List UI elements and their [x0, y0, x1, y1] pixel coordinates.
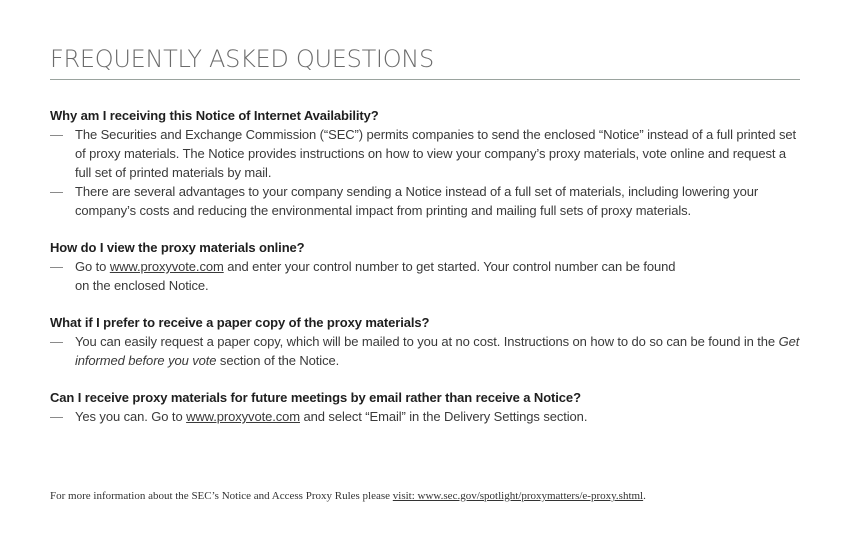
- faq-answer: [50, 182, 800, 220]
- dash-bullet: —: [50, 259, 63, 274]
- section-reference: Get informed before you vote: [75, 334, 800, 368]
- faq-item-view-online: [50, 238, 800, 295]
- faq-answer-text-start: Yes you can. Go to: [75, 409, 187, 424]
- faq-question: What if I prefer to receive a paper copy of the proxy materials?: [50, 315, 430, 330]
- sec-proxy-rules-link[interactable]: visit: www.sec.gov/spotlight/proxymatters/e-proxy.shtml: [392, 490, 644, 502]
- page-title: FREQUENTLY ASKED QUESTIONS: [50, 45, 434, 73]
- faq-question: How do I view the proxy materials online?: [50, 240, 305, 255]
- faq-answer-text-end: section of the Notice.: [216, 353, 340, 368]
- faq-item-notice-reason: [50, 106, 800, 220]
- dash-bullet: —: [50, 127, 63, 142]
- faq-answer-list: [50, 257, 800, 295]
- faq-answer-text-start: You can easily request a paper copy, which will be mailed to you at no cost. Instructions on how to do so can be found in the: [75, 334, 779, 349]
- footer-text: For more information about the SEC’s Notice and Access Proxy Rules please: [50, 490, 393, 502]
- faq-answer-text-end: and select “Email” in the Delivery Settings section.: [300, 409, 588, 424]
- faq-list: [50, 106, 800, 444]
- title-divider: [50, 79, 800, 80]
- dash-bullet: —: [50, 409, 63, 424]
- faq-answer-text-start: Go to: [75, 259, 110, 274]
- faq-answer-text-end: and enter your control number to get started. Your control number can be found: [223, 259, 676, 274]
- proxyvote-link[interactable]: www.proxyvote.com: [186, 409, 300, 424]
- faq-question: Can I receive proxy materials for future meetings by email rather than receive a Notice?: [50, 390, 581, 405]
- faq-item-paper-copy: [50, 313, 800, 370]
- faq-answer-list: [50, 407, 800, 426]
- footer-note: [50, 488, 646, 504]
- dash-bullet: —: [50, 334, 63, 349]
- dash-bullet: —: [50, 184, 63, 199]
- faq-answer-text: There are several advantages to your company sending a Notice instead of a full set of materials, including lowering your company’s costs and reducing the environmental impact from printing and mailing full sets of proxy materials.: [75, 184, 759, 218]
- faq-answer: [50, 332, 800, 370]
- proxyvote-link[interactable]: www.proxyvote.com: [109, 259, 224, 274]
- footer-period: .: [643, 490, 646, 502]
- faq-answer-text: The Securities and Exchange Commission (“SEC”) permits companies to send the enclosed “Notice” instead of a full printed set of proxy materials. The Notice provides instructions on how to view your company’s proxy materials, vote online and request a full set of printed materials by mail.: [75, 127, 796, 180]
- faq-answer: [50, 257, 800, 295]
- faq-answer-list: [50, 332, 800, 370]
- faq-answer: [50, 407, 800, 426]
- faq-answer: [50, 125, 800, 182]
- faq-answer-list: [50, 125, 800, 220]
- faq-question: Why am I receiving this Notice of Internet Availability?: [50, 108, 379, 123]
- faq-item-email-delivery: [50, 388, 800, 426]
- faq-answer-text-line2: on the enclosed Notice.: [75, 278, 209, 293]
